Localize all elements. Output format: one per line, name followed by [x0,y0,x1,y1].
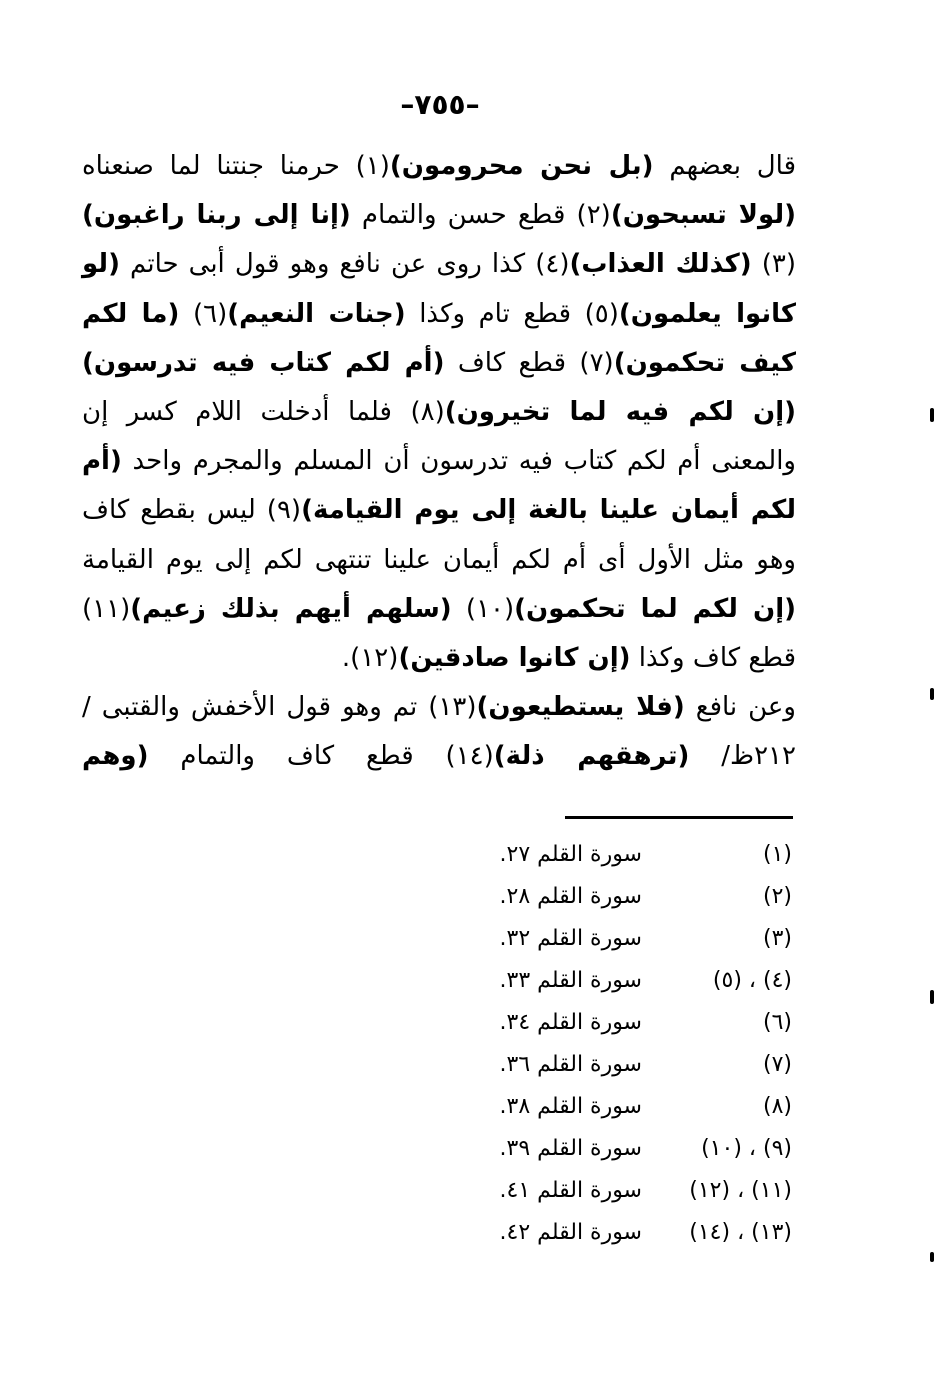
footnote-number: (١٣) ، (١٤) [689,1220,792,1245]
footnote [430,834,792,876]
footnote [430,1086,792,1128]
commentary-text: (٨) فلما أدخلت اللام كسر إن والمعنى أم لكم كتاب فيه تدرسون أن المسلم والمجرم واحد [82,397,796,477]
footnote [430,1170,792,1212]
quran-quote: (فلا يستطيعون) [476,692,685,723]
quran-quote: (إن لكم لما تحكمون) [514,593,796,624]
footnote [430,1212,792,1254]
quran-quote: (كذلك العذاب) [569,249,752,280]
quran-quote: (لو كانوا يعلمون) [82,249,796,329]
scan-edge-mark [930,688,934,700]
commentary-text: وعن نافع [684,692,796,723]
quran-quote: (سلهم أيهم بذلك زعيم) [130,593,452,624]
footnote-reference: سورة القلم ٣٢. [499,926,642,951]
commentary-text: (١١) قطع كاف وكذا [82,593,796,674]
footnote [430,1128,792,1170]
quran-quote: (بل نحن محرومون) [389,151,654,181]
commentary-text: (١٣) تم وهو قول الأخفش والقتبى /٢١٢ظ/ [82,692,796,772]
footnote-number: (٢) [762,884,792,909]
footnote-number: (٩) ، (١٠) [701,1136,792,1161]
commentary-text: (٩) ليس بقطع كاف وهو مثل الأول أى أم لكم أيمان علينا تنتهى لكم إلى يوم القيامة [82,495,796,575]
quran-quote: (إنا إلى ربنا راغبون) [82,200,351,231]
footnote-number: (١) [762,842,792,867]
footnote-number: (٧) [762,1052,792,1077]
commentary-text: (١٢). [341,643,399,674]
footnote-reference: سورة القلم ٤٢. [499,1220,642,1245]
page-number: –٧٥٥– [400,88,480,121]
footnote-number: (٨) [762,1094,792,1119]
paragraph-2 [82,683,796,781]
footnote-reference: سورة القلم ٣٣. [499,968,642,993]
quran-quote: (وهم [82,741,149,772]
footnote-reference: سورة القلم ٣٨. [499,1094,642,1119]
commentary-text: (١٠) [451,593,515,624]
footnote [430,1044,792,1086]
footnote [430,876,792,918]
commentary-text: (٣) [751,249,796,280]
scan-edge-mark [930,408,934,422]
quran-quote: (أم لكم كتاب فيه تدرسون) [82,347,445,378]
commentary-text: (١) حرمنا جنتنا لما صنعناه [82,151,390,181]
scan-edge-mark [930,1252,934,1262]
quran-quote: (ما لكم كيف تحكمون) [82,298,796,378]
footnote-separator [565,816,793,819]
footnote-number: (٣) [762,926,792,951]
footnote-number: (٤) ، (٥) [712,968,792,993]
footnote-reference: سورة القلم ٢٧. [499,842,642,867]
footnotes [430,834,792,1254]
commentary-text: (٥) قطع تام وكذا [405,298,619,329]
footnote-number: (١١) ، (١٢) [689,1178,792,1203]
main-text [82,142,796,782]
footnote-reference: سورة القلم ٣٤. [499,1010,642,1035]
footnote-number: (٦) [762,1010,792,1035]
commentary-text: (٤) كذا روى عن نافع وهو قول أبى حاتم [119,249,570,280]
quran-quote: (أم لكم أيمان علينا بالغة إلى يوم القيامة) [82,446,796,526]
scan-edge-mark [930,990,934,1004]
footnote [430,1002,792,1044]
footnote [430,960,792,1002]
commentary-text: (٢) قطع حسن والتمام [350,200,611,231]
quran-quote: (إن لكم فيه لما تخيرون) [444,397,796,428]
commentary-text: قال بعضهم [653,151,797,181]
commentary-text: (٦) [179,298,228,329]
footnote-reference: سورة القلم ٢٨. [499,884,642,909]
commentary-text: (٧) قطع كاف [444,347,614,378]
paragraph-1 [82,142,796,683]
quran-quote: (ترهقهم ذلة) [493,741,690,772]
quran-quote: (جنات النعيم) [227,298,406,329]
footnote-reference: سورة القلم ٤١. [499,1178,642,1203]
footnote [430,918,792,960]
footnote-reference: سورة القلم ٣٦. [499,1052,642,1077]
commentary-text: (١٤) قطع كاف والتمام [148,741,494,772]
quran-quote: (لولا تسبحون) [610,200,796,231]
footnote-reference: سورة القلم ٣٩. [499,1136,642,1161]
quran-quote: (إن كانوا صادقين) [398,643,631,674]
